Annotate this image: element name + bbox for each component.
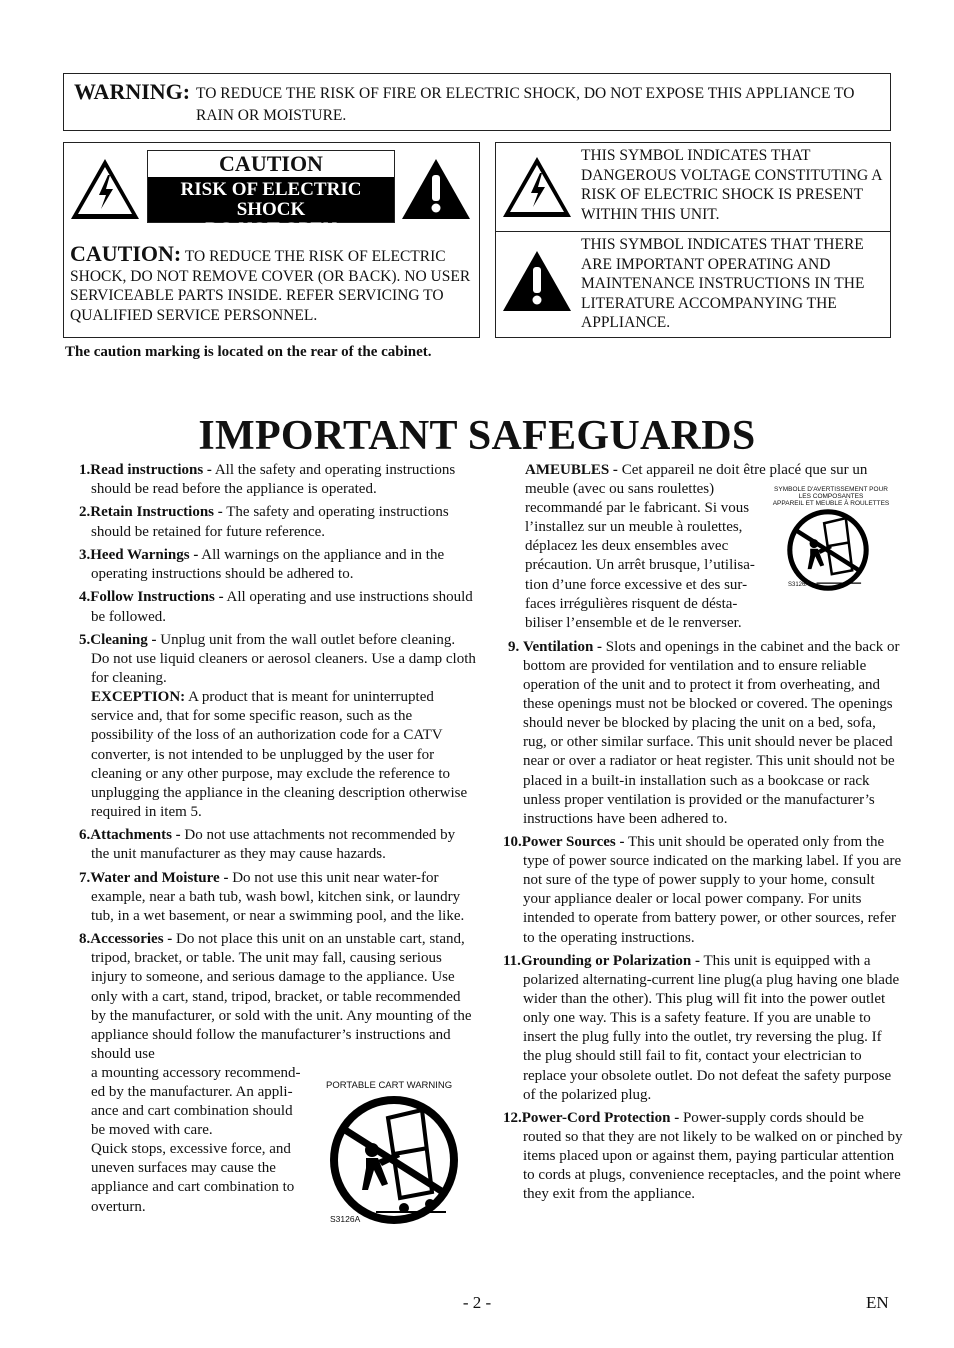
portable-cart-figure [322, 1078, 462, 1228]
symbols-divider [496, 231, 890, 232]
warning-box [63, 73, 891, 131]
safeguard-item: 1.Read instructions - All the safety and operating instructions should be read before the appliance is operated. [79, 462, 456, 498]
cart-figure-code: S3126A [330, 1214, 361, 1224]
caution-body [70, 241, 478, 325]
safeguard-item: 10.Power Sources - This unit should be operated only from the type of power source indicated on the marking label. If you are not sure of the type of power supply to your home, consult your appliance dealer or local power company. For units intended to operate from battery power, or other sources, refer to the operating instructions. [503, 834, 902, 946]
safeguard-item: 5.Cleaning - Unplug unit from the wall outlet before cleaning. Do not use liquid cleaners or aerosol cleaners. Use a damp cloth for cleaning. [79, 631, 476, 687]
safeguard-item: 3.Heed Warnings - All warnings on the appliance and in the operating instructions should be adhered to. [79, 546, 445, 583]
safeguard-item: 9. Ventilation - Slots and openings in the cabinet and the back or bottom are provided for ventilation and to ensure reliable operation of the unit and to protect it from overheating, and these openings must not be blocked or covered. The openings should never be blocked by placing the unit on a bed, sofa, rug, or other similar surface. This unit should never be placed near or over a radiator or heat register. This unit should not be placed in a built-in installation such as a bookcase or rack unless proper ventilation is provided or the manufacturer’s instructions have been adhered to. [508, 638, 900, 827]
exclamation-symbol-text: THIS SYMBOL INDICATES THAT THERE ARE IMPORTANT OPERATING AND MAINTENANCE INSTRUCTIONS IN THE LITERATURE ACCOMPANYING THE APPLIANCE. [581, 236, 865, 331]
ameubles-note: AMEUBLES - Cet appareil ne doit être placé que sur un meuble (avec ou sans roulettes) recommandé par le fabricant. Si vous l’installez sur un meuble à roulettes, déplacez les deux ensembles avec précaution. Un arrêt brusque, l’utilisa- tion d’une force excessive et des sur- faces irrégulières risquent de désta- biliser l’ensemble et de le renverser. [525, 462, 868, 631]
lightning-warning-icon [69, 157, 141, 226]
safeguard-item: 8.Accessories - Do not place this unit on an unstable cart, stand, tripod, bracket, or table. The unit may fall, causing serious injury to someone, and serious damage to the appliance. Use only with a cart, stand, tripod, bracket, or table recommended by the manufacturer, or sold with the unit. Any mounting of the appliance should follow the manufacturer’s instructions and should use [79, 931, 472, 1062]
safeguard-item: 11.Grounding or Polarization - This unit is equipped with a polarized alternating-current line plug(a plug having one blade wider than the other). This plug will fit into the power outlet only one way. This is a safety feature. If you are unable to insert the plug fully into the outlet, try reversing the plug. If the plug should still fail to fit, contact your electrician to replace your obsolete outlet. Do not defeat the safety purpose of the polarized plug. [503, 952, 900, 1103]
caution-panel [63, 142, 480, 338]
safeguard-item: 7.Water and Moisture - Do not use this unit near water-for example, near a bath tub, wash bowl, kitchen sink, or laundry tub, in a wet basement, or near a swimming pool, and the like. [79, 869, 465, 924]
risk-of-shock-label [148, 177, 394, 240]
safeguard-item: 12.Power-Cord Protection - Power-supply cords should be routed so that they are not likely to be walked on or pinched by items placed upon or against them, paying particular attention to cords at plugs, convenience receptacles, and the point where they exit from the appliance. [503, 1109, 903, 1203]
caution-body-label: CAUTION: [70, 241, 182, 266]
lightning-symbol-text: THIS SYMBOL INDICATES THAT DANGEROUS VOLTAGE CONSTITUTING A RISK OF ELECTRIC SHOCK IS PRESENT WITHIN THIS UNIT. [581, 147, 882, 223]
french-figure-caption: SYMBOLE D'AVERTISSEMENT POUR LES COMPOSANTES APPAREIL ET MEUBLE À ROULETTES [772, 486, 890, 507]
risk-line-1: RISK OF ELECTRIC SHOCK [180, 179, 362, 220]
cleaning-exception: EXCEPTION: A product that is meant for uninterrupted service and, that for some specific reason, such as the possibility of the loss of an authorization code for a CATV converter, is not intended to be unplugged by the user for cleaning or any other purpose, may exclude the reference to unplugging the appliance in the cleaning description otherwise required in item 5. [91, 689, 468, 820]
caution-label [147, 150, 395, 240]
cart-tipover-icon [786, 508, 870, 592]
cart-figure-caption: PORTABLE CART WARNING [326, 1080, 453, 1091]
caution-body-text: TO REDUCE THE RISK OF ELECTRIC SHOCK, DO NOT REMOVE COVER (OR BACK). NO USER SERVICEABLE PARTS INSIDE. REFER SERVICING TO QUALIFIED SERVICE PERSONNEL. [70, 248, 471, 324]
accessories-continued: a mounting accessory recommend- ed by the manufacturer. An appli- ance and cart combination should be moved with care. Quick stops, excessive force, and uneven surfaces may cause the appliance and cart combination to overturn. [91, 1064, 301, 1215]
caution-location-note: The caution marking is located on the rear of the cabinet. [65, 344, 432, 360]
french-cart-figure [772, 486, 890, 592]
exclamation-warning-icon [400, 157, 472, 226]
warning-label: WARNING: [74, 79, 191, 104]
page-number: - 2 - [462, 1293, 492, 1312]
language-code: EN [866, 1293, 889, 1312]
symbol-explanations [495, 142, 891, 338]
caution-label-title: CAUTION [219, 151, 323, 176]
risk-line-2: DO NOT OPEN [205, 219, 337, 240]
safeguard-item: 6.Attachments - Do not use attachments not recommended by the unit manufacturer as they may cause hazards. [79, 827, 456, 863]
warning-text: TO REDUCE THE RISK OF FIRE OR ELECTRIC SHOCK, DO NOT EXPOSE THIS APPLIANCE TO RAIN OR MOISTURE. [196, 85, 855, 124]
safeguard-item: 2.Retain Instructions - The safety and operating instructions should be retained for future reference. [79, 504, 449, 540]
cart-tipover-icon [328, 1094, 460, 1226]
french-figure-code: S3126A [788, 582, 810, 588]
page-title: IMPORTANT SAFEGUARDS [198, 413, 756, 459]
lightning-symbol-icon [501, 155, 573, 224]
exclamation-symbol-icon [501, 249, 573, 318]
safeguard-item: 4.Follow Instructions - All operating and use instructions should be followed. [79, 589, 473, 625]
